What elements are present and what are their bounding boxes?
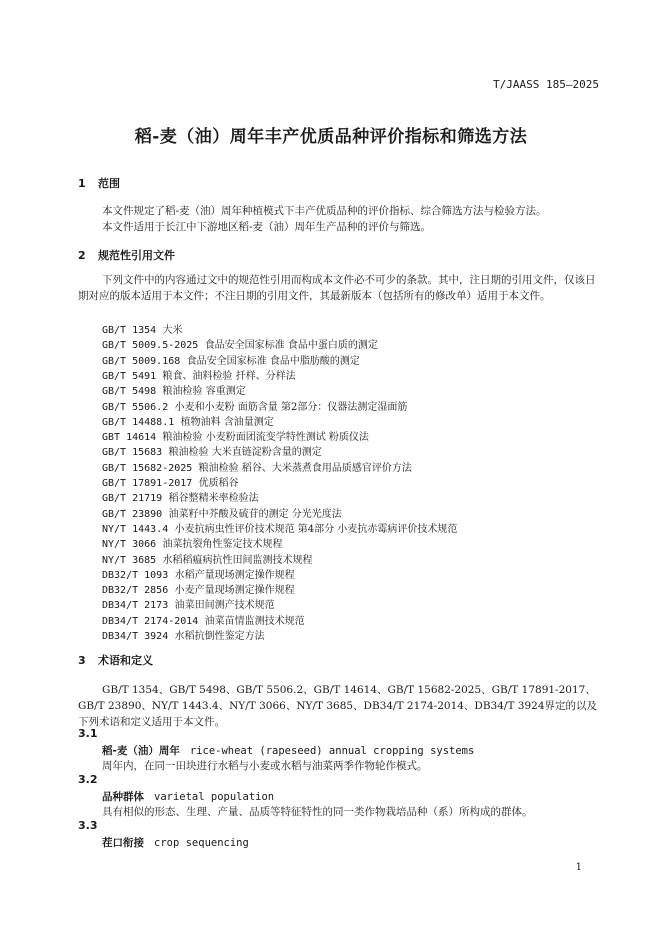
reference-item — [102, 428, 369, 443]
reference-code: GB/T 1354 — [102, 325, 157, 336]
term-chinese: 品种群体 — [102, 791, 144, 803]
section-1-heading — [78, 175, 120, 191]
reference-item — [102, 520, 457, 535]
reference-item — [102, 627, 265, 642]
reference-item — [102, 474, 239, 489]
document-number: T/JAASS 185—2025 — [493, 78, 599, 91]
reference-title: 油菜籽中芥酸及硫苷的测定 分光光度法 — [168, 508, 342, 520]
reference-code: GB/T 15682-2025 — [102, 462, 193, 474]
reference-item — [102, 551, 313, 566]
reference-code: DB34/T 3924 — [102, 631, 169, 642]
scope-paragraph-1: 本文件规定了稻-麦（油）周年种植模式下丰产优质品种的评价指标、综合筛选方法与检验方法。 — [102, 205, 547, 217]
reference-title: 大米 — [162, 325, 183, 336]
term-definition: 周年内，在同一田块进行水稻与小麦或水稻与油菜两季作物轮作模式。 — [102, 760, 428, 772]
term-heading — [102, 789, 274, 804]
term-english: rice-wheat (rapeseed) annual cropping systems — [189, 745, 475, 757]
references-intro: 下列文件中的内容通过文中的规范性引用而构成本文件必不可少的条款。其中，注日期的引用文件，仅该日期对应的版本适用于本文件；不注日期的引用文件，其最新版本（包括所有的修改单）适用于本文件。 — [78, 274, 596, 302]
reference-title: 稻谷整精米率检验法 — [168, 493, 259, 505]
reference-code: GB/T 21719 — [102, 493, 163, 505]
term-chinese: 稻-麦（油）周年 — [102, 745, 180, 757]
reference-code: GB/T 5009.168 — [102, 355, 181, 367]
term-number: 3.2 — [78, 773, 98, 786]
reference-item — [102, 352, 360, 367]
term-heading — [102, 743, 474, 758]
reference-title: 油菜田间测产技术规范 — [174, 600, 275, 612]
reference-title: 小麦和小麦粉 面筋含量 第2部分：仪器法测定湿面筋 — [174, 401, 408, 413]
section-title: 术语和定义 — [98, 654, 153, 667]
reference-code: NY/T 3066 — [102, 539, 157, 551]
reference-item — [102, 321, 183, 336]
reference-code: GB/T 5498 — [102, 386, 157, 398]
document-title: 稻-麦（油）周年丰产优质品种评价指标和筛选方法 — [134, 127, 528, 147]
reference-code: GB/T 5009.5-2025 — [102, 340, 199, 352]
reference-title: 粮油检验 小麦粉面团流变学特性测试 粉质仪法 — [162, 432, 369, 444]
reference-item — [102, 596, 275, 611]
reference-code: GB/T 5506.2 — [102, 401, 169, 413]
section-number: 3 — [78, 654, 86, 667]
term-number: 3.1 — [78, 727, 98, 740]
reference-title: 水稻抗倒性鉴定方法 — [174, 631, 265, 642]
reference-title: 小麦抗病虫性评价技术规范 第4部分 小麦抗赤霉病评价技术规范 — [174, 523, 458, 535]
reference-title: 水稻稻瘟病抗性田间监测技术规程 — [162, 554, 313, 566]
reference-code: DB34/T 2174-2014 — [102, 615, 199, 627]
reference-item — [102, 367, 296, 382]
reference-title: 粮油检验 大米直链淀粉含量的测定 — [168, 447, 322, 459]
section-number: 1 — [78, 177, 86, 190]
section-number: 2 — [78, 249, 86, 262]
reference-title: 食品安全国家标准 食品中蛋白质的测定 — [204, 340, 378, 352]
section-title: 范围 — [98, 177, 120, 190]
term-chinese: 茬口衔接 — [102, 837, 144, 849]
reference-item — [102, 382, 246, 397]
reference-item — [102, 336, 378, 351]
term-number: 3.3 — [78, 819, 98, 832]
reference-code: DB32/T 2856 — [102, 585, 169, 597]
scope-paragraph-2: 本文件适用于长江中下游地区稻-麦（油）周年生产品种的评价与筛选。 — [102, 221, 432, 233]
reference-title: 粮油检验 容重测定 — [162, 386, 246, 398]
reference-code: GB/T 5491 — [102, 370, 157, 382]
reference-code: GB/T 23890 — [102, 508, 163, 520]
reference-code: GBT 14614 — [102, 432, 157, 444]
section-2-heading — [78, 247, 175, 263]
reference-item — [102, 505, 342, 520]
reference-item — [102, 413, 274, 428]
reference-item — [102, 581, 295, 596]
term-english: varietal population — [154, 791, 275, 803]
reference-title: 粮食、油料检验 扦样、分样法 — [162, 370, 296, 382]
reference-code: DB32/T 1093 — [102, 569, 169, 581]
term-english: crop sequencing — [154, 837, 249, 849]
reference-title: 优质稻谷 — [198, 478, 239, 489]
page-number: 1 — [575, 862, 582, 873]
reference-title: 水稻产量现场测定操作规程 — [174, 569, 295, 581]
reference-code: GB/T 15683 — [102, 447, 163, 459]
term-definition: 具有相似的形态、生理、产量、品质等特征特性的同一类作物栽培品种（系）所构成的群体。 — [102, 806, 533, 818]
terms-intro: GB/T 1354、GB/T 5498、GB/T 5506.2、GB/T 14614、GB/T 15682-2025、GB/T 17891-2017、GB/T 23890、NY/T 1443.4、NY/T 3066、NY/T 3685、DB34/T 2174-2014、DB34/T 3924界定的以及下列术语和定义适用于本文件。 — [78, 684, 598, 728]
reference-item — [102, 459, 412, 474]
reference-code: DB34/T 2173 — [102, 600, 169, 612]
reference-item — [102, 443, 322, 458]
term-heading — [102, 835, 249, 850]
section-3-heading — [78, 652, 153, 668]
reference-code: GB/T 17891-2017 — [102, 478, 193, 489]
reference-title: 植物油料 含油量测定 — [180, 416, 274, 428]
reference-item — [102, 612, 305, 627]
reference-item — [102, 535, 283, 550]
reference-title: 小麦产量现场测定操作规程 — [174, 585, 295, 597]
reference-title: 粮油检验 稻谷、大米蒸煮食用品质感官评价方法 — [198, 462, 412, 474]
reference-code: GB/T 14488.1 — [102, 416, 175, 428]
reference-code: NY/T 1443.4 — [102, 523, 169, 535]
reference-item — [102, 398, 407, 413]
reference-item — [102, 566, 295, 581]
reference-title: 食品安全国家标准 食品中脂肪酸的测定 — [186, 355, 360, 367]
reference-title: 油菜苗情监测技术规范 — [204, 615, 305, 627]
reference-code: NY/T 3685 — [102, 554, 157, 566]
section-title: 规范性引用文件 — [98, 249, 175, 262]
reference-title: 油菜抗裂角性鉴定技术规程 — [162, 539, 283, 551]
reference-item — [102, 489, 259, 504]
